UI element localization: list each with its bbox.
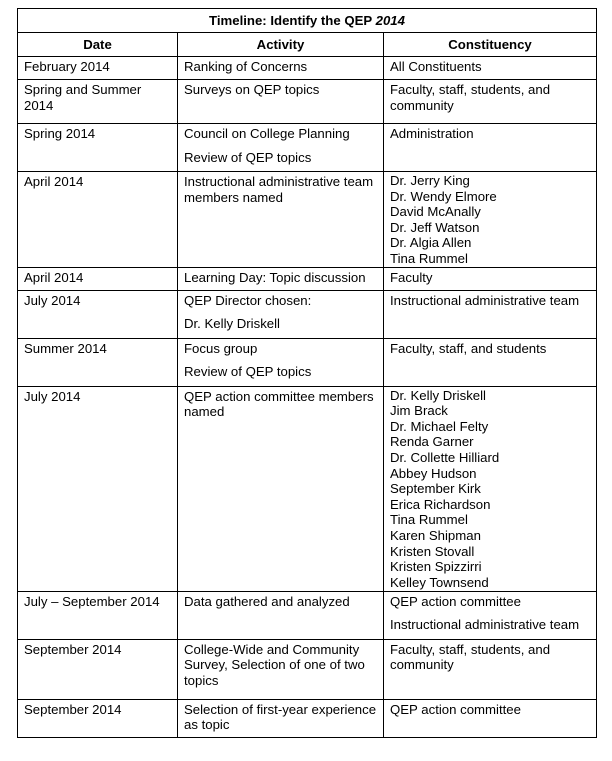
- constituency-cell: [384, 80, 597, 124]
- activity-cell: [178, 80, 384, 124]
- member-name: David McAnally: [390, 204, 481, 220]
- activity-cell: [178, 172, 384, 268]
- constituency-text: All Constituents: [390, 59, 482, 74]
- date-cell: [18, 267, 178, 290]
- activity-text: Surveys on QEP topics: [184, 82, 320, 97]
- member-name: Abbey Hudson: [390, 465, 477, 481]
- activity-text: Review of QEP topics: [184, 364, 312, 380]
- table-row: [18, 386, 597, 591]
- table-title-year: 2014: [375, 13, 405, 28]
- activity-cell: [178, 699, 384, 737]
- constituency-text: Faculty: [390, 269, 433, 285]
- member-name: Tina Rummel: [390, 250, 468, 266]
- member-name: Dr. Jerry King: [390, 173, 470, 188]
- constituency-text: QEP action committee: [390, 701, 521, 717]
- table-row: [18, 338, 597, 386]
- activity-text: Learning Day: Topic discussion: [184, 269, 366, 285]
- date-cell: [18, 124, 178, 172]
- constituency-cell: [384, 290, 597, 338]
- date-text: July – September 2014: [24, 593, 160, 609]
- activity-cell: [178, 57, 384, 80]
- activity-text: QEP Director chosen:: [184, 292, 312, 308]
- activity-text: Instructional administrative team members named: [184, 174, 374, 205]
- title-row: [18, 9, 597, 33]
- column-header-constituency: Constituency: [384, 33, 597, 57]
- constituency-text: Faculty, staff, students, and community: [390, 82, 551, 113]
- constituency-cell: [384, 267, 597, 290]
- date-text: Summer 2014: [24, 340, 107, 356]
- constituency-cell: [384, 699, 597, 737]
- date-text: September 2014: [24, 641, 122, 657]
- constituency-text: Instructional administrative team: [390, 292, 580, 308]
- member-name: Kelley Townsend: [390, 574, 489, 590]
- member-name: Dr. Wendy Elmore: [390, 188, 497, 204]
- member-name: Kristen Stovall: [390, 543, 475, 559]
- constituency-cell: [384, 639, 597, 699]
- constituency-cell: [384, 386, 597, 591]
- table-row: [18, 699, 597, 737]
- constituency-cell: [384, 591, 597, 639]
- table-row: [18, 267, 597, 290]
- date-cell: [18, 290, 178, 338]
- date-cell: [18, 639, 178, 699]
- table-row: [18, 172, 597, 268]
- constituency-text: Faculty, staff, students, and community: [390, 641, 551, 673]
- activity-text: Selection of first-year experience as topic: [184, 701, 377, 733]
- date-cell: [18, 386, 178, 591]
- date-text: Spring and Summer 2014: [24, 82, 142, 113]
- date-text: July 2014: [24, 388, 81, 404]
- constituency-text: QEP action committee: [390, 593, 521, 609]
- table-row: [18, 124, 597, 172]
- constituency-cell: [384, 124, 597, 172]
- timeline-table: [17, 8, 597, 738]
- constituency-cell: [384, 338, 597, 386]
- date-cell: [18, 699, 178, 737]
- activity-text: Council on College Planning: [184, 126, 350, 141]
- table-row: [18, 639, 597, 699]
- activity-cell: [178, 124, 384, 172]
- member-name: Erica Richardson: [390, 496, 491, 512]
- date-text: July 2014: [24, 292, 81, 308]
- activity-text: Focus group: [184, 340, 258, 356]
- column-header-date: Date: [18, 33, 178, 57]
- member-name: Dr. Algia Allen: [390, 235, 472, 251]
- activity-text: Data gathered and analyzed: [184, 593, 350, 609]
- table-title: [18, 9, 597, 33]
- activity-cell: [178, 290, 384, 338]
- activity-text: Dr. Kelly Driskell: [184, 316, 280, 332]
- date-text: February 2014: [24, 59, 110, 74]
- date-text: April 2014: [24, 269, 84, 285]
- member-name: Karen Shipman: [390, 527, 481, 543]
- date-text: April 2014: [24, 174, 84, 189]
- member-name: Dr. Collette Hilliard: [390, 449, 500, 465]
- table-row: [18, 591, 597, 639]
- date-cell: [18, 80, 178, 124]
- date-cell: [18, 57, 178, 80]
- activity-text: Review of QEP topics: [184, 149, 312, 165]
- table-row: [18, 57, 597, 80]
- date-text: Spring 2014: [24, 126, 96, 141]
- date-cell: [18, 591, 178, 639]
- activity-text: Ranking of Concerns: [184, 59, 308, 74]
- table-row: [18, 290, 597, 338]
- header-row: [18, 33, 597, 57]
- constituency-cell: [384, 172, 597, 268]
- constituency-text: Instructional administrative team: [390, 617, 580, 633]
- activity-cell: [178, 267, 384, 290]
- member-name: Kristen Spizzirri: [390, 559, 482, 575]
- activity-cell: [178, 639, 384, 699]
- member-name: Tina Rummel: [390, 512, 468, 528]
- activity-text: QEP action committee members named: [184, 388, 374, 420]
- activity-cell: [178, 591, 384, 639]
- member-name: September Kirk: [390, 481, 481, 497]
- date-text: September 2014: [24, 701, 122, 717]
- constituency-text: Administration: [390, 126, 474, 141]
- timeline-rows: [18, 57, 597, 738]
- constituency-text: Faculty, staff, and students: [390, 340, 547, 356]
- activity-cell: [178, 386, 384, 591]
- constituency-cell: [384, 57, 597, 80]
- member-name: Renda Garner: [390, 434, 474, 450]
- member-name: Dr. Michael Felty: [390, 418, 489, 434]
- column-header-activity: Activity: [178, 33, 384, 57]
- date-cell: [18, 338, 178, 386]
- activity-cell: [178, 338, 384, 386]
- table-row: [18, 80, 597, 124]
- member-name: Dr. Jeff Watson: [390, 219, 480, 235]
- member-name: Dr. Kelly Driskell: [390, 387, 486, 403]
- table-title-text: Timeline: Identify the QEP: [209, 13, 376, 28]
- date-cell: [18, 172, 178, 268]
- member-name: Jim Brack: [390, 403, 448, 419]
- activity-text: College-Wide and Community Survey, Selection of one of two topics: [184, 641, 365, 689]
